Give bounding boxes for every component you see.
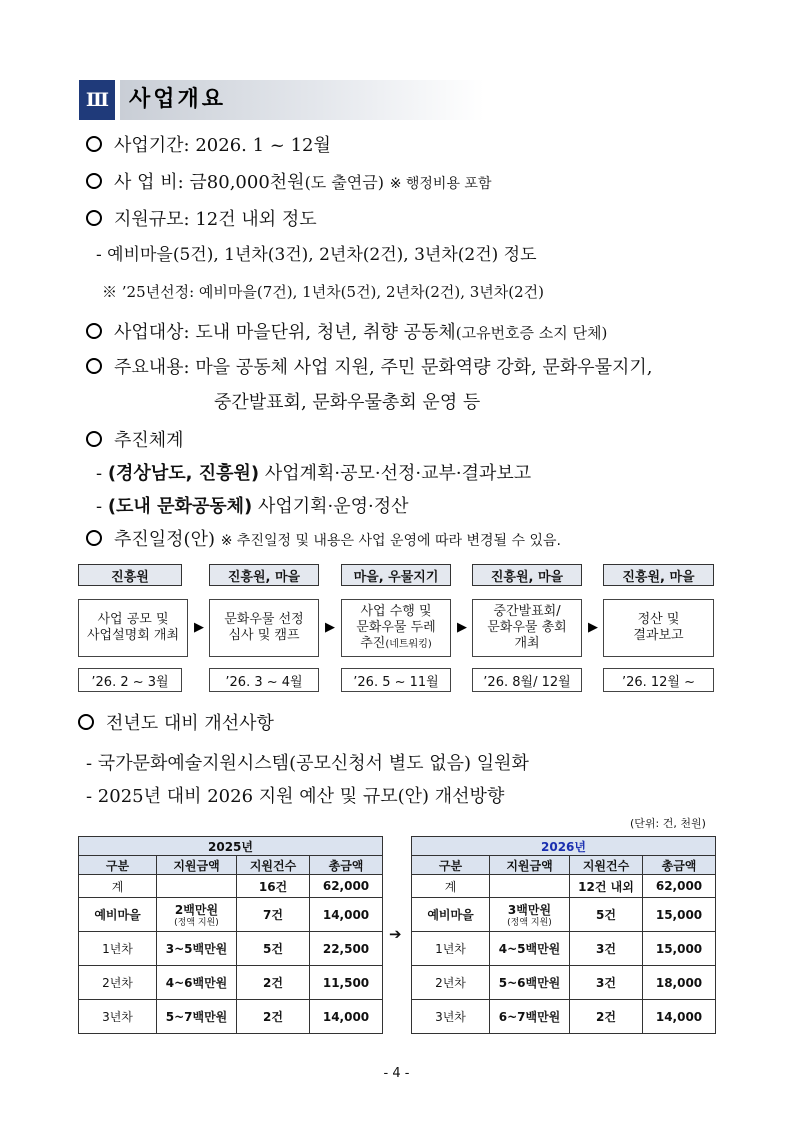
table-cell: 4~6백만원: [157, 966, 237, 1000]
table-cell: 3년차: [412, 1000, 490, 1034]
table-cell-value: 3백만원: [507, 902, 552, 917]
circle-bullet-icon: [86, 173, 102, 189]
improvement-line1: - 국가문화예술지원시스템(공모신청서 별도 없음) 일원화: [86, 753, 529, 774]
table-row: [412, 1000, 716, 1034]
item-schedule: [86, 528, 561, 553]
scale-value: 12건 내외 정도: [195, 209, 317, 230]
table-cell: [157, 875, 237, 898]
table-row: [79, 875, 383, 898]
table-cell: 16건: [237, 875, 310, 898]
table-row: [79, 898, 383, 932]
process-step-text: 사업 공모 및: [97, 612, 169, 627]
item-scale: [86, 208, 317, 232]
table-cell: 3건: [570, 966, 643, 1000]
play-arrow-icon: ▶: [457, 620, 467, 635]
process-step-text: 정산 및: [637, 612, 680, 627]
target-label: 사업대상:: [114, 322, 190, 343]
process-step: [603, 599, 714, 657]
content-line1: 마을 공동체 사업 지원, 주민 문화역량 강화, 문화우물지기,: [195, 357, 653, 378]
table-cell: 계: [79, 875, 157, 898]
budget-value: 금80,000천원: [189, 172, 305, 193]
scale-label: 지원규모:: [114, 209, 190, 230]
table-row: [412, 898, 716, 932]
table-cell: [490, 875, 570, 898]
schedule-label: 추진일정(안): [114, 529, 215, 550]
circle-bullet-icon: [86, 530, 102, 546]
table-cell: 3건: [570, 932, 643, 966]
table-row: [412, 966, 716, 1000]
table-header: 총금액: [643, 856, 716, 875]
right-arrow-icon: ➔: [389, 925, 402, 943]
table-cell-note: (정액 지원): [174, 917, 219, 928]
period-value: 2026. 1 ~ 12월: [195, 135, 331, 156]
budget-note: (도 출연금): [304, 173, 384, 192]
table-cell: 1년차: [79, 932, 157, 966]
table-2026: [411, 836, 716, 1034]
item-target: [86, 321, 607, 345]
table-cell: 계: [412, 875, 490, 898]
table-header: 구분: [412, 856, 490, 875]
item-system: [86, 429, 184, 453]
period-label: 사업기간:: [114, 135, 190, 156]
system-org-1: (경상남도, 진흥원): [107, 463, 260, 484]
circle-bullet-icon: [86, 358, 102, 374]
table-cell: [490, 898, 570, 932]
improvement-label: 전년도 대비 개선사항: [106, 713, 274, 734]
target-note: (고유번호증 소지 단체): [455, 324, 608, 342]
process-tag: 진흥원, 마을: [472, 564, 582, 586]
process-step-text: 사업설명회 개최: [86, 628, 180, 643]
table-cell: 5건: [570, 898, 643, 932]
table-cell: 2건: [237, 966, 310, 1000]
item-content: [86, 356, 653, 380]
process-tag: 마을, 우물지기: [341, 564, 451, 586]
section-header: [79, 80, 484, 120]
unit-note: (단위: 건, 천원): [630, 817, 706, 830]
table-cell: 7건: [237, 898, 310, 932]
system-role-1: 사업계획·공모·선정·교부·결과보고: [264, 463, 532, 484]
table-cell: 3년차: [79, 1000, 157, 1034]
process-date: ’26. 3 ~ 4월: [209, 668, 319, 692]
table-cell: 2건: [570, 1000, 643, 1034]
table-cell: 2년차: [79, 966, 157, 1000]
process-step: [78, 599, 188, 657]
table-year: 2026년: [412, 837, 716, 856]
table-cell-value: 2백만원: [174, 902, 219, 917]
table-header: 총금액: [310, 856, 383, 875]
process-date: ’26. 12월 ~: [603, 668, 714, 692]
table-header: 구분: [79, 856, 157, 875]
process-tag: 진흥원, 마을: [209, 564, 319, 586]
table-cell: 5건: [237, 932, 310, 966]
play-arrow-icon: ▶: [325, 620, 335, 635]
process-step-text: 문화우물 선정: [224, 612, 304, 627]
circle-bullet-icon: [86, 210, 102, 226]
table-cell: 22,500: [310, 932, 383, 966]
table-cell: 12건 내외: [570, 875, 643, 898]
table-cell: [157, 898, 237, 932]
improvement-line2: - 2025년 대비 2026 지원 예산 및 규모(안) 개선방향: [86, 786, 505, 807]
table-cell-note: (정액 지원): [507, 917, 552, 928]
table-cell: 18,000: [643, 966, 716, 1000]
schedule-note: ※ 추진일정 및 내용은 사업 운영에 따라 변경될 수 있음.: [220, 533, 561, 549]
process-date: ’26. 5 ~ 11월: [341, 668, 451, 692]
process-step-text: 중간발표회/: [493, 604, 561, 619]
play-arrow-icon: ▶: [588, 620, 598, 635]
table-cell: 15,000: [643, 932, 716, 966]
table-cell: 62,000: [643, 875, 716, 898]
process-step-text: 심사 및 캠프: [228, 628, 300, 643]
process-date: ’26. 8월/ 12월: [472, 668, 582, 692]
circle-bullet-icon: [78, 714, 94, 730]
system-line-2: - (도내 문화공동체) 사업기획·운영·정산: [96, 496, 409, 517]
process-step-note: (네트워킹): [385, 638, 432, 650]
table-cell: 62,000: [310, 875, 383, 898]
play-arrow-icon: ▶: [194, 620, 204, 635]
table-cell: 2건: [237, 1000, 310, 1034]
table-row: [412, 932, 716, 966]
process-step-text: 문화우물 총회: [487, 620, 567, 635]
table-cell: 15,000: [643, 898, 716, 932]
table-cell: 11,500: [310, 966, 383, 1000]
process-step-text: 사업 수행 및: [360, 603, 432, 619]
process-step-text: 결과보고: [633, 628, 684, 643]
scale-detail: - 예비마을(5건), 1년차(3건), 2년차(2건), 3년차(2건) 정도: [96, 245, 537, 265]
table-row: [79, 932, 383, 966]
process-tag: 진흥원: [78, 564, 182, 586]
scale-previous: ※ ’25년선정: 예비마을(7건), 1년차(5건), 2년차(2건), 3년차(2건): [102, 283, 545, 301]
table-header: 지원금액: [490, 856, 570, 875]
table-cell: 5~7백만원: [157, 1000, 237, 1034]
table-header: 지원금액: [157, 856, 237, 875]
table-cell: 1년차: [412, 932, 490, 966]
process-step-text: 문화우물 두레: [356, 619, 436, 635]
process-step: [209, 599, 319, 657]
table-cell: 예비마을: [79, 898, 157, 932]
circle-bullet-icon: [86, 431, 102, 447]
page-number: - 4 -: [383, 1066, 410, 1081]
table-cell: 5~6백만원: [490, 966, 570, 1000]
table-cell: 예비마을: [412, 898, 490, 932]
table-cell: 2년차: [412, 966, 490, 1000]
item-improvement: [78, 712, 274, 736]
table-row: [79, 1000, 383, 1034]
process-step-text: 개최: [514, 636, 540, 651]
table-2025: [78, 836, 383, 1034]
system-line-1: - (경상남도, 진흥원) 사업계획·공모·선정·교부·결과보고: [96, 463, 532, 484]
process-date: ’26. 2 ~ 3월: [78, 668, 182, 692]
budget-admin-note: ※ 행정비용 포함: [389, 176, 492, 192]
system-label: 추진체계: [114, 430, 184, 451]
section-title: 사업개요: [129, 87, 227, 112]
table-header: 지원건수: [570, 856, 643, 875]
process-step-text: 추진: [360, 635, 386, 651]
content-line2: 중간발표회, 문화우물총회 운영 등: [214, 392, 481, 413]
item-budget: [86, 171, 491, 196]
content-label: 주요내용:: [114, 357, 190, 378]
table-cell: 3~5백만원: [157, 932, 237, 966]
process-step: [341, 599, 451, 657]
table-cell: 14,000: [643, 1000, 716, 1034]
table-cell: 4~5백만원: [490, 932, 570, 966]
budget-label: 사 업 비:: [114, 172, 184, 193]
table-header: 지원건수: [237, 856, 310, 875]
process-step: [472, 599, 582, 657]
circle-bullet-icon: [86, 136, 102, 152]
table-cell: 6~7백만원: [490, 1000, 570, 1034]
table-year: 2025년: [79, 837, 383, 856]
target-value: 도내 마을단위, 청년, 취향 공동체: [195, 322, 456, 343]
item-period: [86, 134, 331, 158]
system-role-2: 사업기획·운영·정산: [257, 496, 409, 517]
system-org-2: (도내 문화공동체): [107, 496, 253, 517]
table-row: [79, 966, 383, 1000]
circle-bullet-icon: [86, 323, 102, 339]
process-tag: 진흥원, 마을: [603, 564, 714, 586]
table-row: [412, 875, 716, 898]
table-cell: 14,000: [310, 1000, 383, 1034]
section-number: Ⅲ: [79, 80, 115, 120]
table-cell: 14,000: [310, 898, 383, 932]
